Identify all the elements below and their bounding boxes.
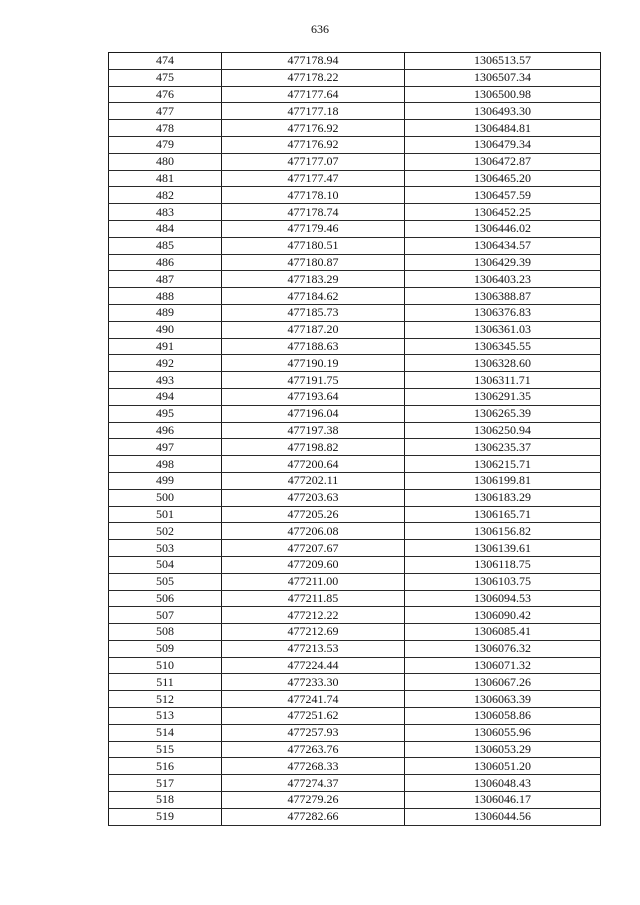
y-coordinate-cell: 1306051.20 — [405, 758, 601, 775]
x-coordinate-cell: 477202.11 — [222, 472, 405, 489]
point-number-cell: 491 — [109, 338, 222, 355]
y-coordinate-cell: 1306429.39 — [405, 254, 601, 271]
table-row — [109, 741, 601, 758]
table-row — [109, 405, 601, 422]
table-row — [109, 53, 601, 70]
point-number-cell: 501 — [109, 506, 222, 523]
point-number-cell: 509 — [109, 640, 222, 657]
table-row — [109, 758, 601, 775]
y-coordinate-cell: 1306048.43 — [405, 775, 601, 792]
point-number-cell: 511 — [109, 674, 222, 691]
y-coordinate-cell: 1306446.02 — [405, 220, 601, 237]
x-coordinate-cell: 477177.47 — [222, 170, 405, 187]
x-coordinate-cell: 477183.29 — [222, 271, 405, 288]
point-number-cell: 506 — [109, 590, 222, 607]
table-row — [109, 674, 601, 691]
table-row — [109, 187, 601, 204]
table-row — [109, 254, 601, 271]
x-coordinate-cell: 477190.19 — [222, 355, 405, 372]
point-number-cell: 489 — [109, 304, 222, 321]
x-coordinate-cell: 477184.62 — [222, 288, 405, 305]
table-row — [109, 321, 601, 338]
y-coordinate-cell: 1306183.29 — [405, 489, 601, 506]
point-number-cell: 493 — [109, 372, 222, 389]
x-coordinate-cell: 477177.18 — [222, 103, 405, 120]
x-coordinate-cell: 477177.07 — [222, 153, 405, 170]
y-coordinate-cell: 1306465.20 — [405, 170, 601, 187]
table-row — [109, 792, 601, 809]
point-number-cell: 508 — [109, 624, 222, 641]
point-number-cell: 483 — [109, 204, 222, 221]
point-number-cell: 498 — [109, 456, 222, 473]
y-coordinate-cell: 1306044.56 — [405, 808, 601, 825]
table-row — [109, 69, 601, 86]
point-number-cell: 502 — [109, 523, 222, 540]
page-number: 636 — [311, 22, 329, 36]
x-coordinate-cell: 477178.10 — [222, 187, 405, 204]
y-coordinate-cell: 1306199.81 — [405, 472, 601, 489]
point-number-cell: 517 — [109, 775, 222, 792]
table-row — [109, 136, 601, 153]
point-number-cell: 513 — [109, 708, 222, 725]
y-coordinate-cell: 1306452.25 — [405, 204, 601, 221]
x-coordinate-cell: 477282.66 — [222, 808, 405, 825]
point-number-cell: 519 — [109, 808, 222, 825]
table-row — [109, 120, 601, 137]
x-coordinate-cell: 477274.37 — [222, 775, 405, 792]
x-coordinate-cell: 477179.46 — [222, 220, 405, 237]
point-number-cell: 482 — [109, 187, 222, 204]
table-row — [109, 271, 601, 288]
table-row — [109, 775, 601, 792]
y-coordinate-cell: 1306403.23 — [405, 271, 601, 288]
y-coordinate-cell: 1306250.94 — [405, 422, 601, 439]
y-coordinate-cell: 1306139.61 — [405, 540, 601, 557]
table-row — [109, 422, 601, 439]
table-row — [109, 624, 601, 641]
y-coordinate-cell: 1306067.26 — [405, 674, 601, 691]
table-row — [109, 640, 601, 657]
y-coordinate-cell: 1306434.57 — [405, 237, 601, 254]
table-row — [109, 388, 601, 405]
point-number-cell: 516 — [109, 758, 222, 775]
y-coordinate-cell: 1306479.34 — [405, 136, 601, 153]
point-number-cell: 497 — [109, 439, 222, 456]
point-number-cell: 507 — [109, 607, 222, 624]
x-coordinate-cell: 477206.08 — [222, 523, 405, 540]
y-coordinate-cell: 1306063.39 — [405, 691, 601, 708]
y-coordinate-cell: 1306513.57 — [405, 53, 601, 70]
y-coordinate-cell: 1306055.96 — [405, 724, 601, 741]
table-row — [109, 556, 601, 573]
x-coordinate-cell: 477188.63 — [222, 338, 405, 355]
x-coordinate-cell: 477176.92 — [222, 120, 405, 137]
table-row — [109, 338, 601, 355]
point-number-cell: 504 — [109, 556, 222, 573]
point-number-cell: 481 — [109, 170, 222, 187]
point-number-cell: 514 — [109, 724, 222, 741]
y-coordinate-cell: 1306053.29 — [405, 741, 601, 758]
x-coordinate-cell: 477178.94 — [222, 53, 405, 70]
point-number-cell: 480 — [109, 153, 222, 170]
point-number-cell: 484 — [109, 220, 222, 237]
point-number-cell: 510 — [109, 657, 222, 674]
point-number-cell: 478 — [109, 120, 222, 137]
table-row — [109, 86, 601, 103]
y-coordinate-cell: 1306493.30 — [405, 103, 601, 120]
point-number-cell: 487 — [109, 271, 222, 288]
y-coordinate-cell: 1306156.82 — [405, 523, 601, 540]
y-coordinate-cell: 1306090.42 — [405, 607, 601, 624]
point-number-cell: 496 — [109, 422, 222, 439]
x-coordinate-cell: 477178.74 — [222, 204, 405, 221]
y-coordinate-cell: 1306507.34 — [405, 69, 601, 86]
table-row — [109, 237, 601, 254]
y-coordinate-cell: 1306484.81 — [405, 120, 601, 137]
x-coordinate-cell: 477212.69 — [222, 624, 405, 641]
y-coordinate-cell: 1306071.32 — [405, 657, 601, 674]
point-number-cell: 490 — [109, 321, 222, 338]
point-number-cell: 492 — [109, 355, 222, 372]
point-number-cell: 486 — [109, 254, 222, 271]
table-row — [109, 456, 601, 473]
point-number-cell: 515 — [109, 741, 222, 758]
x-coordinate-cell: 477198.82 — [222, 439, 405, 456]
x-coordinate-cell: 477268.33 — [222, 758, 405, 775]
point-number-cell: 475 — [109, 69, 222, 86]
x-coordinate-cell: 477187.20 — [222, 321, 405, 338]
point-number-cell: 505 — [109, 573, 222, 590]
x-coordinate-cell: 477203.63 — [222, 489, 405, 506]
table-row — [109, 472, 601, 489]
x-coordinate-cell: 477211.00 — [222, 573, 405, 590]
table-row — [109, 304, 601, 321]
y-coordinate-cell: 1306235.37 — [405, 439, 601, 456]
point-number-cell: 488 — [109, 288, 222, 305]
y-coordinate-cell: 1306388.87 — [405, 288, 601, 305]
y-coordinate-cell: 1306457.59 — [405, 187, 601, 204]
x-coordinate-cell: 477212.22 — [222, 607, 405, 624]
point-number-cell: 494 — [109, 388, 222, 405]
x-coordinate-cell: 477233.30 — [222, 674, 405, 691]
point-number-cell: 485 — [109, 237, 222, 254]
y-coordinate-cell: 1306345.55 — [405, 338, 601, 355]
y-coordinate-cell: 1306094.53 — [405, 590, 601, 607]
table-row — [109, 573, 601, 590]
y-coordinate-cell: 1306076.32 — [405, 640, 601, 657]
y-coordinate-cell: 1306265.39 — [405, 405, 601, 422]
point-number-cell: 476 — [109, 86, 222, 103]
table-row — [109, 204, 601, 221]
table-row — [109, 657, 601, 674]
table-row — [109, 355, 601, 372]
table-row — [109, 540, 601, 557]
x-coordinate-cell: 477211.85 — [222, 590, 405, 607]
point-number-cell: 479 — [109, 136, 222, 153]
coordinate-table-body — [109, 53, 601, 826]
y-coordinate-cell: 1306085.41 — [405, 624, 601, 641]
table-row — [109, 489, 601, 506]
x-coordinate-cell: 477263.76 — [222, 741, 405, 758]
x-coordinate-cell: 477205.26 — [222, 506, 405, 523]
y-coordinate-cell: 1306058.86 — [405, 708, 601, 725]
y-coordinate-cell: 1306328.60 — [405, 355, 601, 372]
x-coordinate-cell: 477200.64 — [222, 456, 405, 473]
y-coordinate-cell: 1306311.71 — [405, 372, 601, 389]
x-coordinate-cell: 477213.53 — [222, 640, 405, 657]
x-coordinate-cell: 477224.44 — [222, 657, 405, 674]
x-coordinate-cell: 477185.73 — [222, 304, 405, 321]
table-row — [109, 220, 601, 237]
table-row — [109, 691, 601, 708]
y-coordinate-cell: 1306361.03 — [405, 321, 601, 338]
x-coordinate-cell: 477209.60 — [222, 556, 405, 573]
point-number-cell: 500 — [109, 489, 222, 506]
y-coordinate-cell: 1306215.71 — [405, 456, 601, 473]
point-number-cell: 474 — [109, 53, 222, 70]
x-coordinate-cell: 477251.62 — [222, 708, 405, 725]
y-coordinate-cell: 1306165.71 — [405, 506, 601, 523]
y-coordinate-cell: 1306118.75 — [405, 556, 601, 573]
x-coordinate-cell: 477196.04 — [222, 405, 405, 422]
table-row — [109, 523, 601, 540]
x-coordinate-cell: 477176.92 — [222, 136, 405, 153]
point-number-cell: 518 — [109, 792, 222, 809]
point-number-cell: 495 — [109, 405, 222, 422]
x-coordinate-cell: 477180.87 — [222, 254, 405, 271]
y-coordinate-cell: 1306291.35 — [405, 388, 601, 405]
point-number-cell: 499 — [109, 472, 222, 489]
x-coordinate-cell: 477177.64 — [222, 86, 405, 103]
point-number-cell: 512 — [109, 691, 222, 708]
table-row — [109, 153, 601, 170]
coordinate-table — [108, 52, 601, 826]
point-number-cell: 503 — [109, 540, 222, 557]
table-row — [109, 372, 601, 389]
table-row — [109, 288, 601, 305]
table-row — [109, 607, 601, 624]
y-coordinate-cell: 1306376.83 — [405, 304, 601, 321]
y-coordinate-cell: 1306500.98 — [405, 86, 601, 103]
y-coordinate-cell: 1306046.17 — [405, 792, 601, 809]
x-coordinate-cell: 477197.38 — [222, 422, 405, 439]
table-row — [109, 439, 601, 456]
x-coordinate-cell: 477279.26 — [222, 792, 405, 809]
x-coordinate-cell: 477191.75 — [222, 372, 405, 389]
x-coordinate-cell: 477241.74 — [222, 691, 405, 708]
x-coordinate-cell: 477207.67 — [222, 540, 405, 557]
table-row — [109, 590, 601, 607]
x-coordinate-cell: 477257.93 — [222, 724, 405, 741]
x-coordinate-cell: 477193.64 — [222, 388, 405, 405]
table-row — [109, 808, 601, 825]
table-row — [109, 506, 601, 523]
x-coordinate-cell: 477178.22 — [222, 69, 405, 86]
table-row — [109, 170, 601, 187]
table-row — [109, 724, 601, 741]
x-coordinate-cell: 477180.51 — [222, 237, 405, 254]
table-row — [109, 708, 601, 725]
point-number-cell: 477 — [109, 103, 222, 120]
table-row — [109, 103, 601, 120]
y-coordinate-cell: 1306472.87 — [405, 153, 601, 170]
y-coordinate-cell: 1306103.75 — [405, 573, 601, 590]
